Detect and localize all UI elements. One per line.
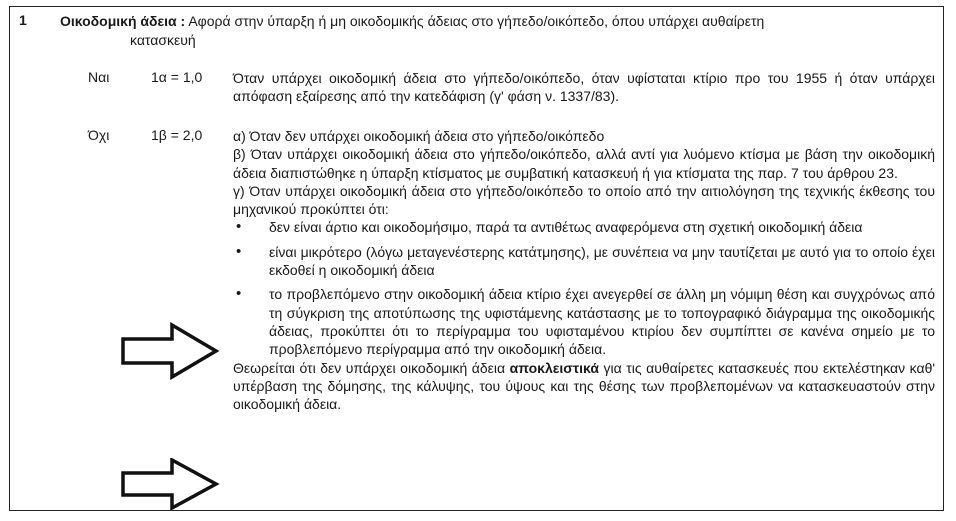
list-item: • είναι μικρότερο (λόγω μεταγενέστερης κατάτμησης), με συνέπεια να μην ταυτίζεται με αυτό για το οποίο έχει εκδοθεί η οικοδομική άδεια: [233, 243, 935, 280]
option-yes-text: Όταν υπάρχει οικοδομική άδεια στο γήπεδο/οικόπεδο, όταν υφίσταται κτίριο προ του 1955 ή όταν υπάρχει απόφαση εξαίρεσης από την κατεδάφιση (γ' φάση ν. 1337/83).: [233, 70, 935, 105]
closing-note: [233, 359, 935, 414]
closing-note-end: για τις αυθαίρετες κατασκευές που εκτελέστηκαν καθ' υπέρβαση της δόμησης, της κάλυψης, του ύψους και της θέσης των προβλεπομένων να κατασκευαστούν στην οικοδομική άδεια.: [233, 359, 936, 413]
item-description-line1: Αφορά στην ύπαρξη ή μη οικοδομικής άδειας στο γήπεδο/οικόπεδο, όπου υπάρχει αυθαίρετη: [188, 13, 765, 29]
item-description-line2: κατασκευή: [130, 32, 196, 48]
item-heading: [60, 12, 938, 50]
closing-note-start: Θεωρείται ότι δεν υπάρχει οικοδομική άδεια: [233, 359, 506, 376]
option-yes-value: 1α = 1,0: [151, 69, 203, 85]
option-yes-label: Ναι: [88, 69, 110, 85]
condition-b: β) Όταν υπάρχει οικοδομική άδεια στο γήπεδο/οικόπεδο, αλλά αντί για λυόμενο κτίσμα με βάση την οικοδομική άδεια διαπιστώθηκε η ύπαρξη κτίσματος με συμβατική κατασκευή ή για κτίσματα της παρ. 7 του άρθρου 23.: [233, 146, 935, 181]
option-no-label: Όχι: [88, 127, 110, 143]
option-no-value: 1β = 2,0: [151, 127, 203, 143]
list-item: • το προβλεπόμενο στην οικοδομική άδεια κτίριο έχει ανεγερθεί σε άλλη μη νόμιμη θέση και συγχρόνως από τη σύγκριση της αποτύπωσης της υφιστάμενης κατάστασης με το τοπογραφικό διάγραμμα της οικοδομικής άδειας, προκύπτει ότι το περίγραμμα του υφισταμένου κτιρίου δεν συμπίπτει σε κανένα σημείο με το προβλεπόμενο περίγραμμα από την οικοδομική άδεια.: [233, 285, 935, 358]
list-item: • δεν είναι άρτιο και οικοδομήσιμο, παρά τα αντιθέτως αναφερόμενα στη σχετική οικοδομική άδεια: [233, 218, 935, 236]
item-number: 1: [19, 12, 27, 28]
condition-c-bullets: [233, 218, 935, 358]
right-arrow-icon: [120, 322, 220, 380]
condition-c: γ) Όταν υπάρχει οικοδομική άδεια στο γήπεδο/οικόπεδο το οποίο από την αιτιολόγηση της τεχνικής έκθεσης του μηχανικού προκύπτει ότι:: [233, 182, 935, 218]
item-title: Οικοδομική άδεια :: [60, 13, 186, 29]
option-no-body: [233, 127, 935, 413]
right-arrow-icon: [120, 458, 220, 510]
condition-a: α) Όταν δεν υπάρχει οικοδομική άδεια στο γήπεδο/οικόπεδο: [233, 128, 605, 144]
closing-note-emphasis: αποκλειστικά: [509, 359, 599, 376]
